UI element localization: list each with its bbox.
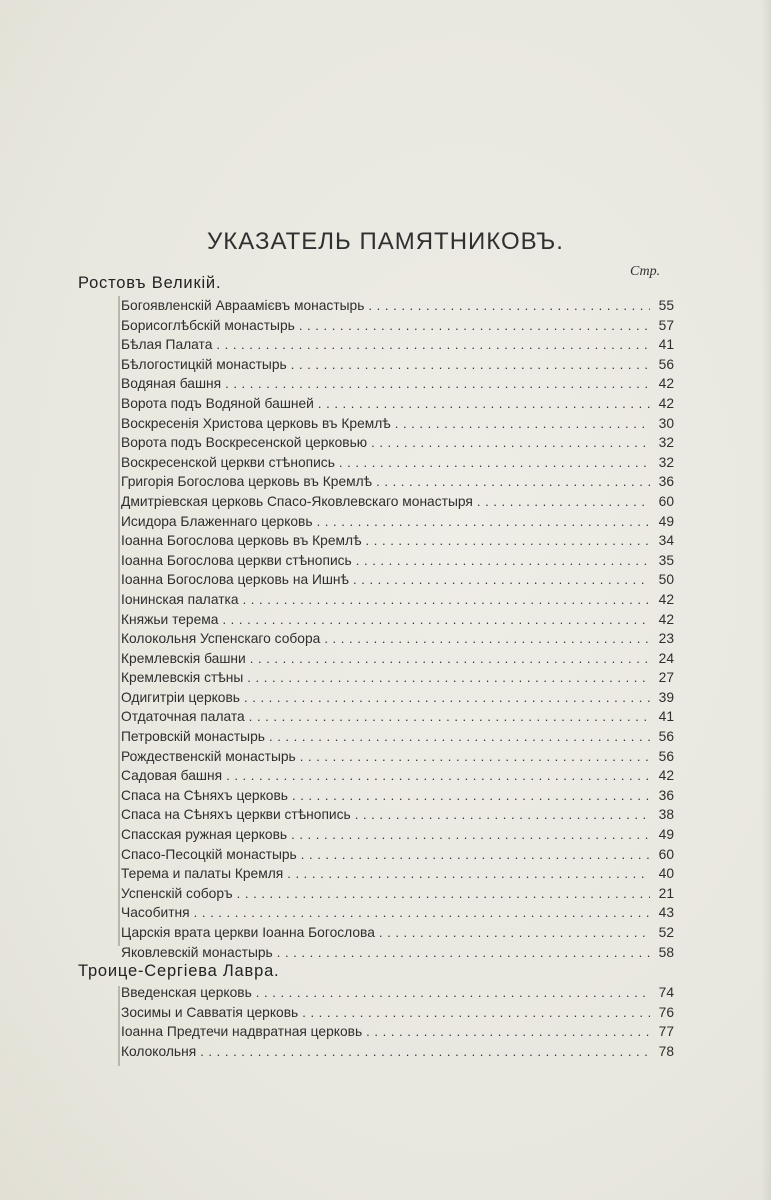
entry-page-number: 55 bbox=[658, 298, 674, 313]
page-edge-shadow bbox=[761, 0, 771, 1200]
entry-name: Дмитріевская церковь Спасо-Яковлевскаго монастыря bbox=[121, 493, 473, 509]
entry-page-number: 38 bbox=[658, 807, 674, 823]
dot-leader bbox=[194, 905, 650, 920]
entry-page-number: 56 bbox=[658, 729, 674, 745]
index-entry bbox=[121, 847, 674, 867]
entry-page-number: 42 bbox=[658, 591, 674, 607]
dot-leader bbox=[339, 455, 650, 470]
entry-name: Іоанна Богослова церкви стѣнопись bbox=[121, 552, 352, 568]
entry-page-number: 49 bbox=[658, 513, 674, 529]
entry-name: Одигитріи церковь bbox=[121, 689, 240, 705]
entry-name: Исидора Блаженнаго церковь bbox=[121, 513, 313, 529]
dot-leader bbox=[250, 651, 650, 666]
entry-name: Колокольня Успенскаго собора bbox=[121, 631, 321, 647]
entry-page-number: 77 bbox=[658, 1024, 674, 1040]
entry-page-number: 21 bbox=[658, 885, 674, 901]
index-entry bbox=[121, 337, 674, 357]
dot-leader bbox=[216, 337, 650, 352]
dot-leader bbox=[291, 357, 650, 372]
section-rule bbox=[118, 986, 120, 1066]
entry-name: Терема и палаты Кремля bbox=[121, 866, 284, 882]
index-entry bbox=[121, 514, 674, 534]
entry-name: Бѣлогостицкій монастырь bbox=[121, 356, 287, 372]
entry-page-number: 42 bbox=[658, 395, 674, 411]
index-entry bbox=[121, 709, 674, 729]
dot-leader bbox=[317, 514, 650, 529]
index-entry bbox=[121, 1044, 674, 1064]
index-entry bbox=[121, 612, 674, 632]
entry-page-number: 50 bbox=[658, 572, 674, 588]
entry-page-number: 24 bbox=[658, 650, 674, 666]
dot-leader bbox=[249, 709, 650, 724]
dot-leader bbox=[243, 592, 650, 607]
entry-page-number: 43 bbox=[658, 905, 674, 921]
dot-leader bbox=[269, 729, 650, 744]
entry-page-number: 41 bbox=[658, 709, 674, 725]
entry-name: Колокольня bbox=[121, 1043, 197, 1059]
entry-name: Часобитня bbox=[121, 905, 190, 921]
index-entry bbox=[121, 376, 674, 396]
dot-leader bbox=[356, 553, 650, 568]
section-entries-lavra bbox=[121, 985, 674, 1063]
entry-name: Княжьи терема bbox=[121, 611, 219, 627]
entry-page-number: 41 bbox=[658, 337, 674, 353]
entry-name: Введенская церковь bbox=[121, 985, 252, 1000]
entry-name: Водяная башня bbox=[121, 376, 222, 392]
dot-leader bbox=[225, 376, 650, 391]
entry-name: Спаса на Сѣняхъ церкви стѣнопись bbox=[121, 807, 351, 823]
entry-page-number: 32 bbox=[658, 454, 674, 470]
index-entry bbox=[121, 416, 674, 436]
entry-name: Успенскій соборъ bbox=[121, 885, 233, 901]
entry-name: Спасская ружная церковь bbox=[121, 827, 288, 843]
index-entry bbox=[121, 455, 674, 475]
entry-page-number: 58 bbox=[658, 944, 674, 960]
entry-page-number: 52 bbox=[658, 925, 674, 940]
entry-name: Отдаточная палата bbox=[121, 709, 245, 725]
entry-name: Ворота подъ Водяной башней bbox=[121, 395, 314, 411]
entry-name: Богоявленскій Авраамієвъ монастырь bbox=[121, 298, 365, 313]
index-entry bbox=[121, 886, 674, 906]
dot-leader bbox=[477, 494, 650, 509]
index-entry bbox=[121, 690, 674, 710]
entry-page-number: 32 bbox=[658, 435, 674, 451]
index-entry bbox=[121, 905, 674, 925]
entry-name: Бѣлая Палата bbox=[121, 337, 213, 353]
index-entry bbox=[121, 631, 674, 651]
entry-name: Зосимы и Савватія церковь bbox=[121, 1004, 299, 1020]
entry-name: Борисоглѣбскій монастырь bbox=[121, 317, 295, 333]
entry-page-number: 34 bbox=[658, 533, 674, 549]
entry-page-number: 56 bbox=[658, 748, 674, 764]
section-heading-lavra: Троице-Сергіева Лавра. bbox=[78, 962, 280, 980]
entry-page-number: 39 bbox=[658, 689, 674, 705]
index-entry bbox=[121, 1024, 674, 1044]
dot-leader bbox=[324, 631, 650, 646]
dot-leader bbox=[237, 886, 650, 901]
dot-leader bbox=[244, 690, 650, 705]
dot-leader bbox=[277, 945, 650, 960]
index-entry bbox=[121, 827, 674, 847]
entry-page-number: 60 bbox=[658, 493, 674, 509]
entry-page-number: 42 bbox=[658, 376, 674, 392]
entry-name: Кремлевскія башни bbox=[121, 650, 246, 666]
dot-leader bbox=[371, 435, 650, 450]
index-entry bbox=[121, 533, 674, 553]
dot-leader bbox=[300, 749, 650, 764]
dot-leader bbox=[353, 572, 650, 587]
dot-leader bbox=[256, 985, 650, 1000]
index-entry bbox=[121, 494, 674, 514]
page-column-label: Стр. bbox=[630, 264, 661, 279]
index-entry bbox=[121, 318, 674, 338]
entry-page-number: 40 bbox=[658, 866, 674, 882]
entry-name: Іонинская палатка bbox=[121, 591, 239, 607]
entry-page-number: 23 bbox=[658, 631, 674, 647]
entry-name: Царскія врата церкви Іоанна Богослова bbox=[121, 925, 375, 940]
dot-leader bbox=[292, 788, 650, 803]
entry-page-number: 74 bbox=[658, 985, 674, 1000]
section-heading-rostov: Ростовъ Великій. bbox=[78, 274, 222, 292]
index-entry bbox=[121, 807, 674, 827]
dot-leader bbox=[376, 474, 650, 489]
index-entry bbox=[121, 651, 674, 671]
dot-leader bbox=[379, 925, 650, 940]
dot-leader bbox=[287, 866, 650, 881]
entry-name: Іоанна Богослова церковь въ Кремлѣ bbox=[121, 533, 362, 549]
index-entry bbox=[121, 1005, 674, 1025]
section-rule bbox=[118, 296, 120, 946]
index-entry bbox=[121, 729, 674, 749]
entry-name: Воскресенія Христова церковь въ Кремлѣ bbox=[121, 415, 391, 431]
dot-leader bbox=[299, 318, 650, 333]
entry-name: Садовая башня bbox=[121, 768, 223, 784]
dot-leader bbox=[247, 670, 650, 685]
index-entry bbox=[121, 298, 674, 318]
index-title: УКАЗАТЕЛЬ ПАМЯТНИКОВЪ. bbox=[207, 228, 564, 255]
entry-page-number: 56 bbox=[658, 356, 674, 372]
dot-leader bbox=[291, 827, 650, 842]
entry-name: Воскресенской церкви стѣнопись bbox=[121, 454, 335, 470]
dot-leader bbox=[366, 1024, 650, 1039]
index-entry bbox=[121, 866, 674, 886]
index-entry bbox=[121, 396, 674, 416]
entry-page-number: 27 bbox=[658, 670, 674, 686]
entry-name: Григорія Богослова церковь въ Кремлѣ bbox=[121, 474, 373, 490]
entry-page-number: 30 bbox=[658, 415, 674, 431]
index-entry bbox=[121, 572, 674, 592]
entry-name: Ворота подъ Воскресенской церковью bbox=[121, 435, 368, 451]
entry-page-number: 42 bbox=[658, 768, 674, 784]
dot-leader bbox=[226, 768, 650, 783]
index-entry bbox=[121, 925, 674, 945]
dot-leader bbox=[222, 612, 650, 627]
dot-leader bbox=[395, 416, 650, 431]
entry-page-number: 36 bbox=[658, 474, 674, 490]
index-entry bbox=[121, 435, 674, 455]
index-entry bbox=[121, 985, 674, 1005]
index-entry bbox=[121, 474, 674, 494]
index-entry bbox=[121, 788, 674, 808]
dot-leader bbox=[318, 396, 650, 411]
dot-leader bbox=[302, 1005, 650, 1020]
entry-page-number: 36 bbox=[658, 787, 674, 803]
entry-name: Петровскій монастырь bbox=[121, 729, 265, 745]
dot-leader bbox=[355, 807, 650, 822]
index-entry bbox=[121, 592, 674, 612]
dot-leader bbox=[368, 298, 650, 313]
index-entry bbox=[121, 357, 674, 377]
entry-name: Рождественскій монастырь bbox=[121, 748, 296, 764]
dot-leader bbox=[301, 847, 650, 862]
entry-name: Яковлевскій монастырь bbox=[121, 944, 273, 960]
dot-leader bbox=[200, 1044, 650, 1059]
entry-name: Спасо-Песоцкій монастырь bbox=[121, 846, 297, 862]
entry-page-number: 76 bbox=[658, 1004, 674, 1020]
entry-page-number: 57 bbox=[658, 317, 674, 333]
index-entry bbox=[121, 553, 674, 573]
entry-page-number: 78 bbox=[658, 1043, 674, 1059]
index-entry bbox=[121, 768, 674, 788]
index-entry bbox=[121, 670, 674, 690]
entry-page-number: 42 bbox=[658, 611, 674, 627]
dot-leader bbox=[366, 533, 650, 548]
section-entries-rostov bbox=[121, 298, 674, 964]
entry-name: Кремлевскія стѣны bbox=[121, 670, 244, 686]
entry-name: Спаса на Сѣняхъ церковь bbox=[121, 787, 288, 803]
entry-page-number: 60 bbox=[658, 846, 674, 862]
entry-page-number: 49 bbox=[658, 827, 674, 843]
entry-name: Іоанна Предтечи надвратная церковь bbox=[121, 1024, 363, 1040]
entry-name: Іоанна Богослова церковь на Ишнѣ bbox=[121, 572, 350, 588]
entry-page-number: 35 bbox=[658, 552, 674, 568]
index-entry bbox=[121, 749, 674, 769]
